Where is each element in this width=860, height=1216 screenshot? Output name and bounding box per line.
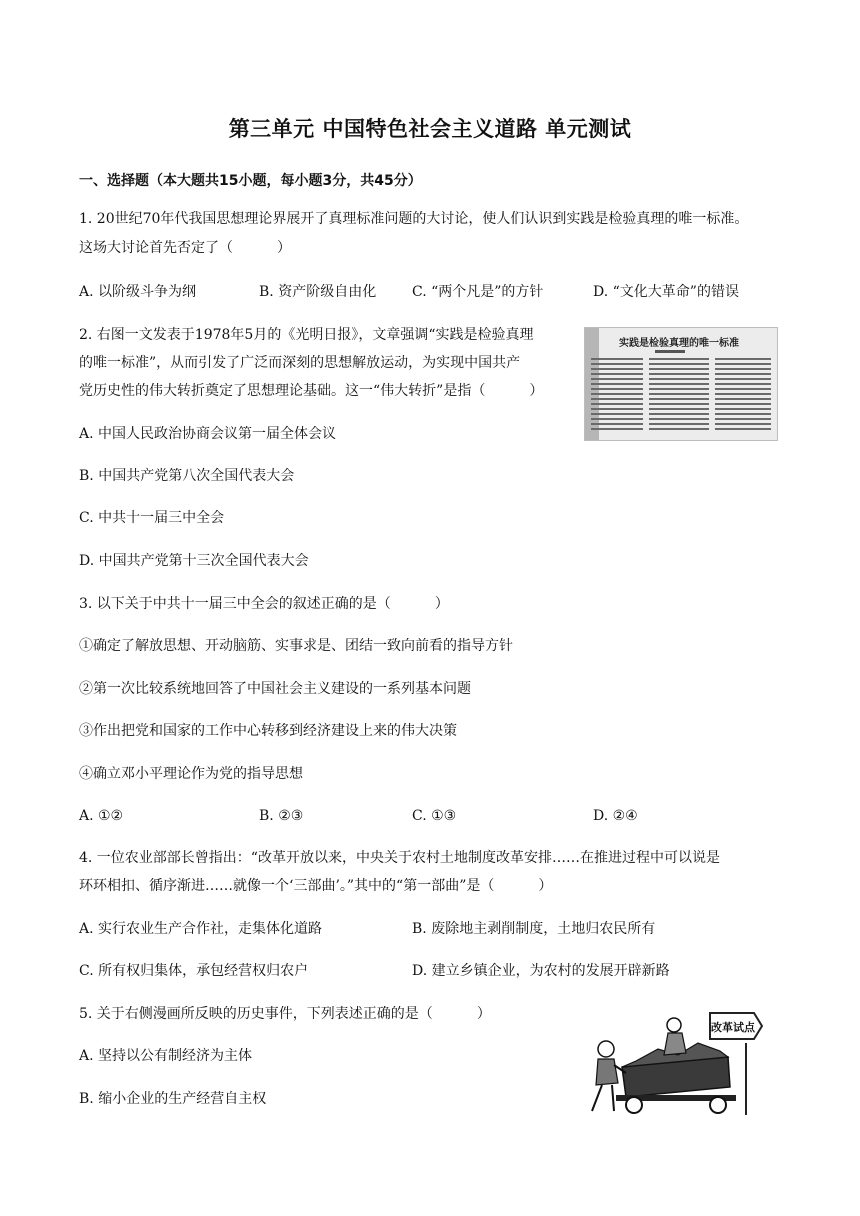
reform-cartoon-image — [578, 1003, 764, 1119]
q1-stem-line2 — [79, 238, 291, 258]
q3-statement-4: ④确立邓小平理论作为党的指导思想 — [79, 766, 303, 782]
q4-option-b: B. 废除地主剥削制度，土地归农民所有 — [412, 921, 656, 937]
newspaper-column — [591, 358, 643, 434]
q2-stem-line1: 2. 右图一文发表于1978年5月的《光明日报》，文章强调“实践是检验真理 — [79, 327, 534, 343]
q3-statement-3: ③作出把党和国家的工作中心转移到经济建设上来的伟大决策 — [79, 723, 457, 739]
q1-close-paren: ） — [277, 240, 291, 256]
q5-option-b: B. 缩小企业的生产经营自主权 — [79, 1091, 267, 1107]
q5-stem-text: 5. 关于右侧漫画所反映的历史事件，下列表述正确的是（ — [79, 1006, 433, 1022]
q3-option-a: A. ①② — [79, 808, 124, 824]
q2-close-paren: ） — [529, 383, 544, 399]
q3-option-c: C. ①③ — [412, 808, 457, 824]
q1-option-a: A. 以阶级斗争为纲 — [79, 284, 197, 300]
q3-option-d: D. ②④ — [593, 808, 638, 824]
q1-option-c: C. “两个凡是”的方针 — [412, 284, 544, 300]
q5-option-a: A. 坚持以公有制经济为主体 — [79, 1048, 253, 1064]
newspaper-headline: 实践是检验真理的唯一标准 — [619, 338, 739, 348]
q2-option-d: D. 中国共产党第十三次全国代表大会 — [79, 553, 309, 569]
q1-option-d: D. “文化大革命”的错误 — [593, 284, 739, 300]
q4-stem-line2 — [79, 876, 552, 896]
newspaper-column — [649, 358, 709, 434]
q2-option-c: C. 中共十一届三中全会 — [79, 510, 225, 526]
q1-stem-text: 这场大讨论首先否定了（ — [79, 240, 233, 256]
q3-stem-text: 3. 以下关于中共十一届三中全会的叙述正确的是（ — [79, 596, 391, 612]
signpost-label: 改革试点 — [711, 1021, 755, 1034]
q3-option-b: B. ②③ — [259, 808, 304, 824]
q5-close-paren: ） — [476, 1006, 491, 1022]
q2-stem-line2: 的唯一标准”，从而引发了广泛而深刻的思想解放运动，为实现中国共产 — [79, 355, 521, 371]
q3-close-paren: ） — [434, 596, 449, 612]
q4-option-d: D. 建立乡镇企业，为农村的发展开辟新路 — [412, 963, 670, 979]
q4-stem-line1: 4. 一位农业部部长曾指出：“改革开放以来，中央关于农村土地制度改革安排……在推进过程中可以说是 — [79, 850, 720, 866]
page-title: 第三单元 中国特色社会主义道路 单元测试 — [228, 117, 632, 141]
q4-stem-text: 环环相扣、循序渐进……就像一个‘三部曲’。”其中的“第一部曲”是（ — [79, 878, 495, 894]
q2-stem-text: 党历史性的伟大转折奠定了思想理论基础。这一“伟大转折”是指（ — [79, 383, 486, 399]
q1-option-b: B. 资产阶级自由化 — [259, 284, 377, 300]
section-heading: 一、选择题（本大题共15小题，每小题3分，共45分） — [79, 173, 422, 189]
rider-figure — [664, 1018, 686, 1055]
newspaper-image — [584, 327, 778, 441]
q4-option-a: A. 实行农业生产合作社，走集体化道路 — [79, 921, 323, 937]
q3-stem — [79, 594, 449, 614]
q3-statement-2: ②第一次比较系统地回答了中国社会主义建设的一系列基本问题 — [79, 681, 471, 697]
q5-stem — [79, 1004, 491, 1024]
q2-option-a: A. 中国人民政治协商会议第一届全体会议 — [79, 426, 337, 442]
q2-stem-line3 — [79, 381, 543, 401]
q2-option-b: B. 中国共产党第八次全国代表大会 — [79, 468, 295, 484]
q1-stem-line1: 1. 20世纪70年代我国思想理论界展开了真理标准问题的大讨论，使人们认识到实践是检验真理的唯一标准。 — [79, 211, 749, 227]
q4-option-c: C. 所有权归集体，承包经营权归农户 — [79, 963, 309, 979]
q3-statement-1: ①确定了解放思想、开动脑筋、实事求是、团结一致向前看的指导方针 — [79, 638, 513, 654]
newspaper-byline — [655, 350, 685, 353]
newspaper-column — [715, 358, 771, 434]
q4-close-paren: ） — [538, 878, 553, 894]
